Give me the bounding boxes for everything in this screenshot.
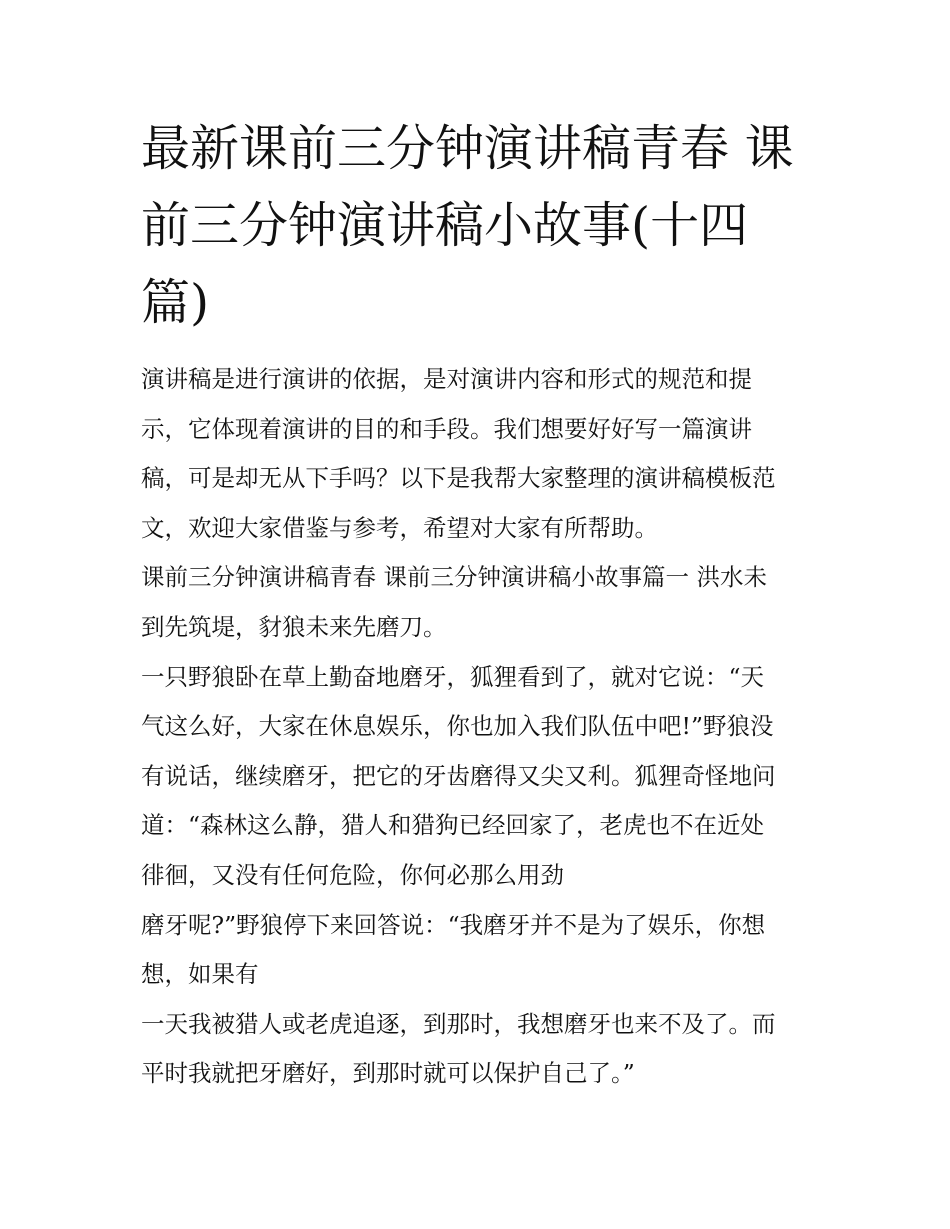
title-line: 前三分钟演讲稿小故事(十四	[141, 197, 749, 254]
text-line: 课前三分钟演讲稿青春 课前三分钟演讲稿小故事篇一 洪水未	[141, 563, 767, 592]
paragraph-story-ending	[141, 1000, 813, 1099]
document-page	[141, 110, 813, 1099]
paragraph-story-continued	[141, 901, 813, 1000]
paragraph-intro	[141, 355, 813, 553]
text-line: 磨牙呢?”野狼停下来回答说：“我磨牙并不是为了娱乐，你想	[141, 910, 766, 939]
text-line: 示，它体现着演讲的目的和手段。我们想要好好写一篇演讲	[141, 414, 752, 443]
text-line: 平时我就把牙磨好，到那时就可以保护自己了。”	[141, 1059, 635, 1088]
text-line: 道：“森林这么静，猎人和猎狗已经回家了，老虎也不在近处	[141, 811, 765, 840]
document-title	[141, 110, 813, 341]
text-line: 到先筑堤，豺狼未来先磨刀。	[141, 612, 447, 641]
text-line: 一只野狼卧在草上勤奋地磨牙，狐狸看到了，就对它说：“天	[141, 662, 765, 691]
text-line: 徘徊，又没有任何危险，你何必那么用劲	[141, 860, 564, 889]
text-line: 一天我被猎人或老虎追逐，到那时，我想磨牙也来不及了。而	[141, 1009, 776, 1038]
text-line: 文，欢迎大家借鉴与参考，希望对大家有所帮助。	[141, 513, 658, 542]
title-line: 篇)	[141, 274, 210, 331]
text-line: 演讲稿是进行演讲的依据，是对演讲内容和形式的规范和提	[141, 365, 752, 393]
document-body	[141, 355, 813, 1099]
paragraph-section-heading	[141, 553, 813, 652]
text-line: 想，如果有	[141, 960, 259, 989]
text-line: 有说话，继续磨牙，把它的牙齿磨得又尖又利。狐狸奇怪地问	[141, 761, 776, 790]
text-line: 稿，可是却无从下手吗？以下是我帮大家整理的演讲稿模板范	[141, 464, 776, 493]
title-line: 最新课前三分钟演讲稿青春 课	[141, 120, 794, 177]
paragraph-story	[141, 653, 813, 901]
text-line: 气这么好，大家在休息娱乐，你也加入我们队伍中吧!”野狼没	[141, 712, 774, 741]
